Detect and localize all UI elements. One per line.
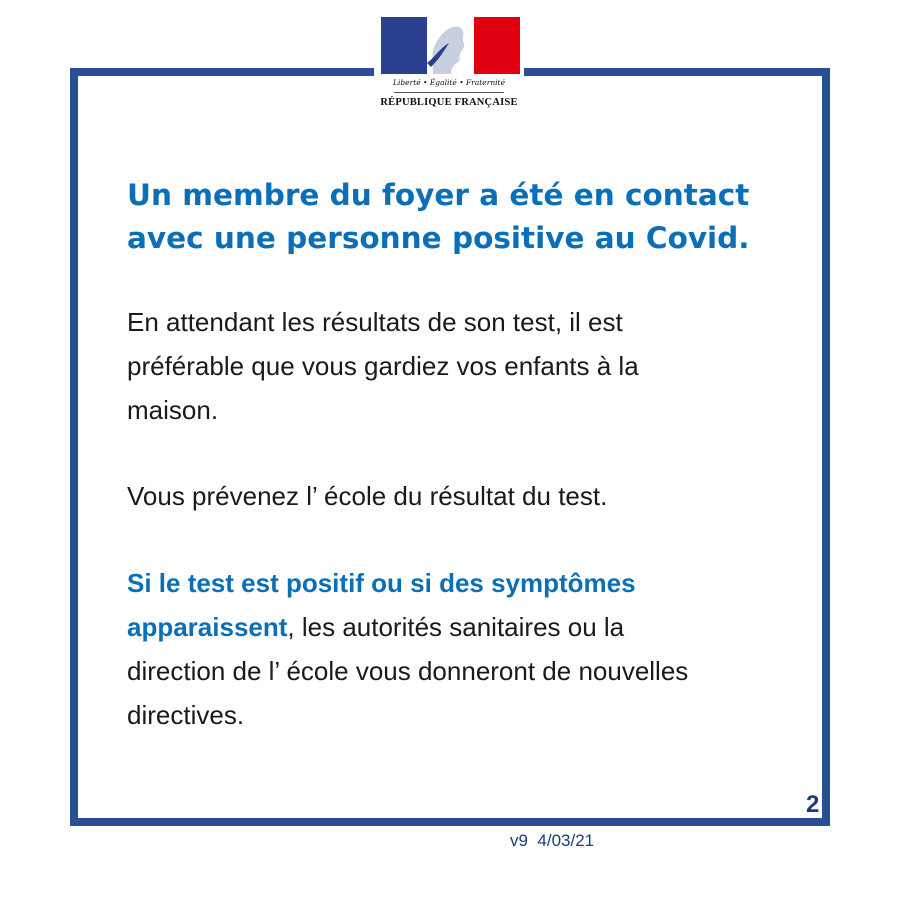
paragraph-notify-school bbox=[127, 474, 787, 518]
marianne-icon bbox=[427, 17, 474, 74]
flag-red bbox=[474, 17, 520, 74]
page-number: 2 bbox=[806, 791, 820, 818]
paragraph-1-line-1: En attendant les résultats de son test, il est bbox=[127, 307, 623, 337]
paragraph-3-emphasis-line-2: apparaissent bbox=[127, 612, 288, 642]
version-label: v9 4/03/21 bbox=[510, 831, 595, 850]
paragraph-3-line-2-rest: , les autorités sanitaires ou la bbox=[287, 612, 625, 642]
paragraph-positive-test bbox=[127, 561, 787, 737]
republique-francaise-logo bbox=[374, 17, 524, 117]
paragraph-waiting-results bbox=[127, 300, 787, 432]
headline bbox=[127, 174, 807, 260]
motto-text: Liberté • Égalité • Fraternité bbox=[392, 78, 506, 87]
paragraph-3-emphasis-line-1: Si le test est positif ou si des symptômes bbox=[127, 568, 636, 598]
motto-divider bbox=[394, 92, 504, 93]
flag-block bbox=[381, 17, 520, 74]
flag-white bbox=[427, 17, 474, 74]
paragraph-1-line-2: préférable que vous gardiez vos enfants à la bbox=[127, 351, 639, 381]
headline-line-1: Un membre du foyer a été en contact bbox=[127, 178, 750, 212]
paragraph-3-line-3: direction de l’ école vous donneront de nouvelles bbox=[127, 656, 689, 686]
republique-francaise-text: RÉPUBLIQUE FRANÇAISE bbox=[380, 97, 518, 108]
flag-blue bbox=[381, 17, 427, 74]
paragraph-2-text: Vous prévenez l’ école du résultat du test. bbox=[127, 481, 608, 511]
headline-line-2: avec une personne positive au Covid. bbox=[127, 221, 750, 255]
paragraph-3-line-4: directives. bbox=[127, 700, 245, 730]
paragraph-1-line-3: maison. bbox=[127, 395, 219, 425]
